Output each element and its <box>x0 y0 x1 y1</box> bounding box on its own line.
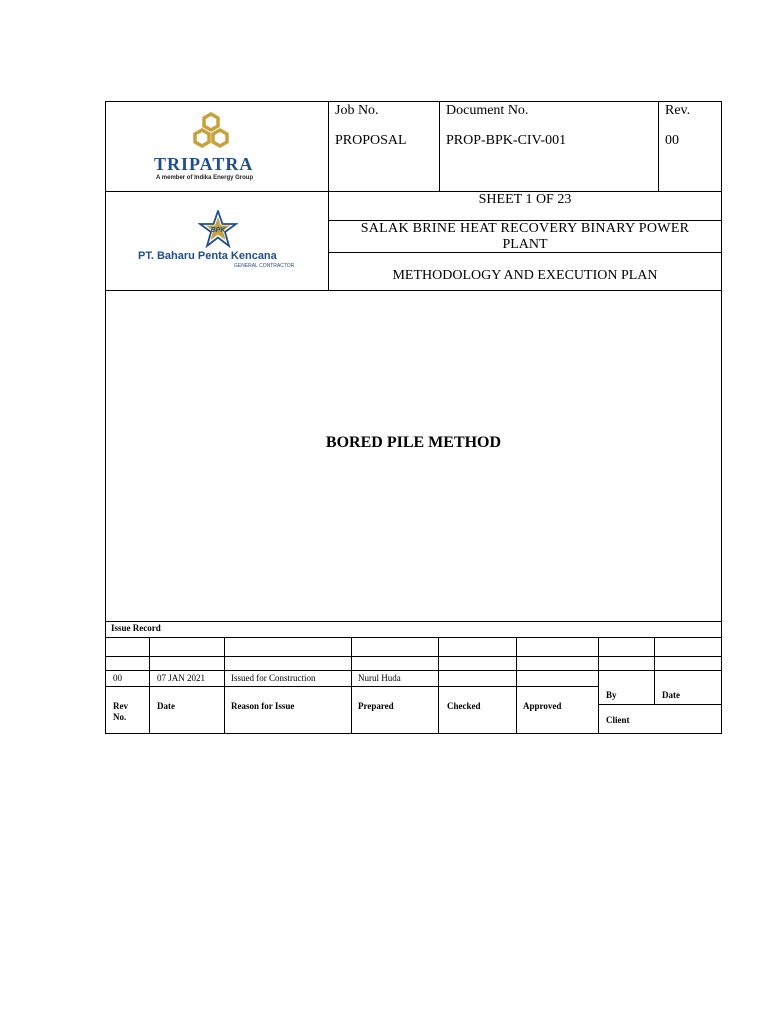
tripatra-logo <box>150 112 280 184</box>
tripatra-tagline: A member of Indika Energy Group <box>156 175 254 181</box>
issue-prepared: Nurul Huda <box>358 673 401 683</box>
col-prepared <box>438 637 439 734</box>
header-date: Date <box>157 701 175 711</box>
col-client-date <box>654 637 655 704</box>
bpk-logo <box>136 210 306 270</box>
issue-reason: Issued for Construction <box>231 673 316 683</box>
document-number-label: Document No. <box>446 103 529 118</box>
header-by: By <box>606 690 617 700</box>
col-reason <box>351 637 352 734</box>
revision-value: 00 <box>665 133 679 148</box>
divider-header-bottom <box>105 290 722 291</box>
header-approved: Approved <box>523 701 562 711</box>
document-title: BORED PILE METHOD <box>325 434 502 451</box>
bpk-company-name: PT. Baharu Penta Kencana <box>138 250 277 262</box>
col-checked <box>516 637 517 734</box>
header-rev-no-line2: No. <box>113 712 127 722</box>
bpk-mark: BPK <box>210 227 226 234</box>
header-reason: Reason for Issue <box>231 701 295 711</box>
project-name-line1: SALAK BRINE HEAT RECOVERY BINARY POWER <box>360 221 690 236</box>
divider-job-doc <box>439 101 440 191</box>
project-name-line2: PLANT <box>502 237 548 252</box>
header-checked: Checked <box>447 701 481 711</box>
header-client: Client <box>606 715 630 725</box>
header-client-date: Date <box>662 690 680 700</box>
document-number-value: PROP-BPK-CIV-001 <box>446 133 567 148</box>
issue-rev: 00 <box>113 673 122 683</box>
issue-date: 07 JAN 2021 <box>157 673 206 683</box>
revision-label: Rev. <box>665 103 691 118</box>
header-rev-no-line1: Rev <box>113 701 128 711</box>
sheet-count: SHEET 1 OF 23 <box>478 192 572 207</box>
divider-issue-row1 <box>105 656 722 657</box>
issue-record-label: Issue Record <box>111 623 161 633</box>
col-rev <box>149 637 150 734</box>
divider-issue-record-label <box>105 637 722 638</box>
divider-issue-row2 <box>105 670 722 671</box>
tripatra-hexagon-icon <box>186 112 236 152</box>
divider-issue-record-top <box>105 621 722 622</box>
job-number-value: PROPOSAL <box>335 133 407 148</box>
col-date <box>224 637 225 734</box>
divider-doc-rev <box>658 101 659 191</box>
document-subtitle: METHODOLOGY AND EXECUTION PLAN <box>392 268 658 283</box>
bpk-star-icon <box>198 210 238 248</box>
col-approved <box>598 637 599 734</box>
tripatra-name: TRIPATRA <box>154 154 254 174</box>
bpk-company-sub: GENERAL CONTRACTOR <box>234 263 295 269</box>
job-number-label: Job No. <box>335 103 379 118</box>
header-prepared: Prepared <box>358 701 394 711</box>
divider-client-by <box>598 704 722 705</box>
